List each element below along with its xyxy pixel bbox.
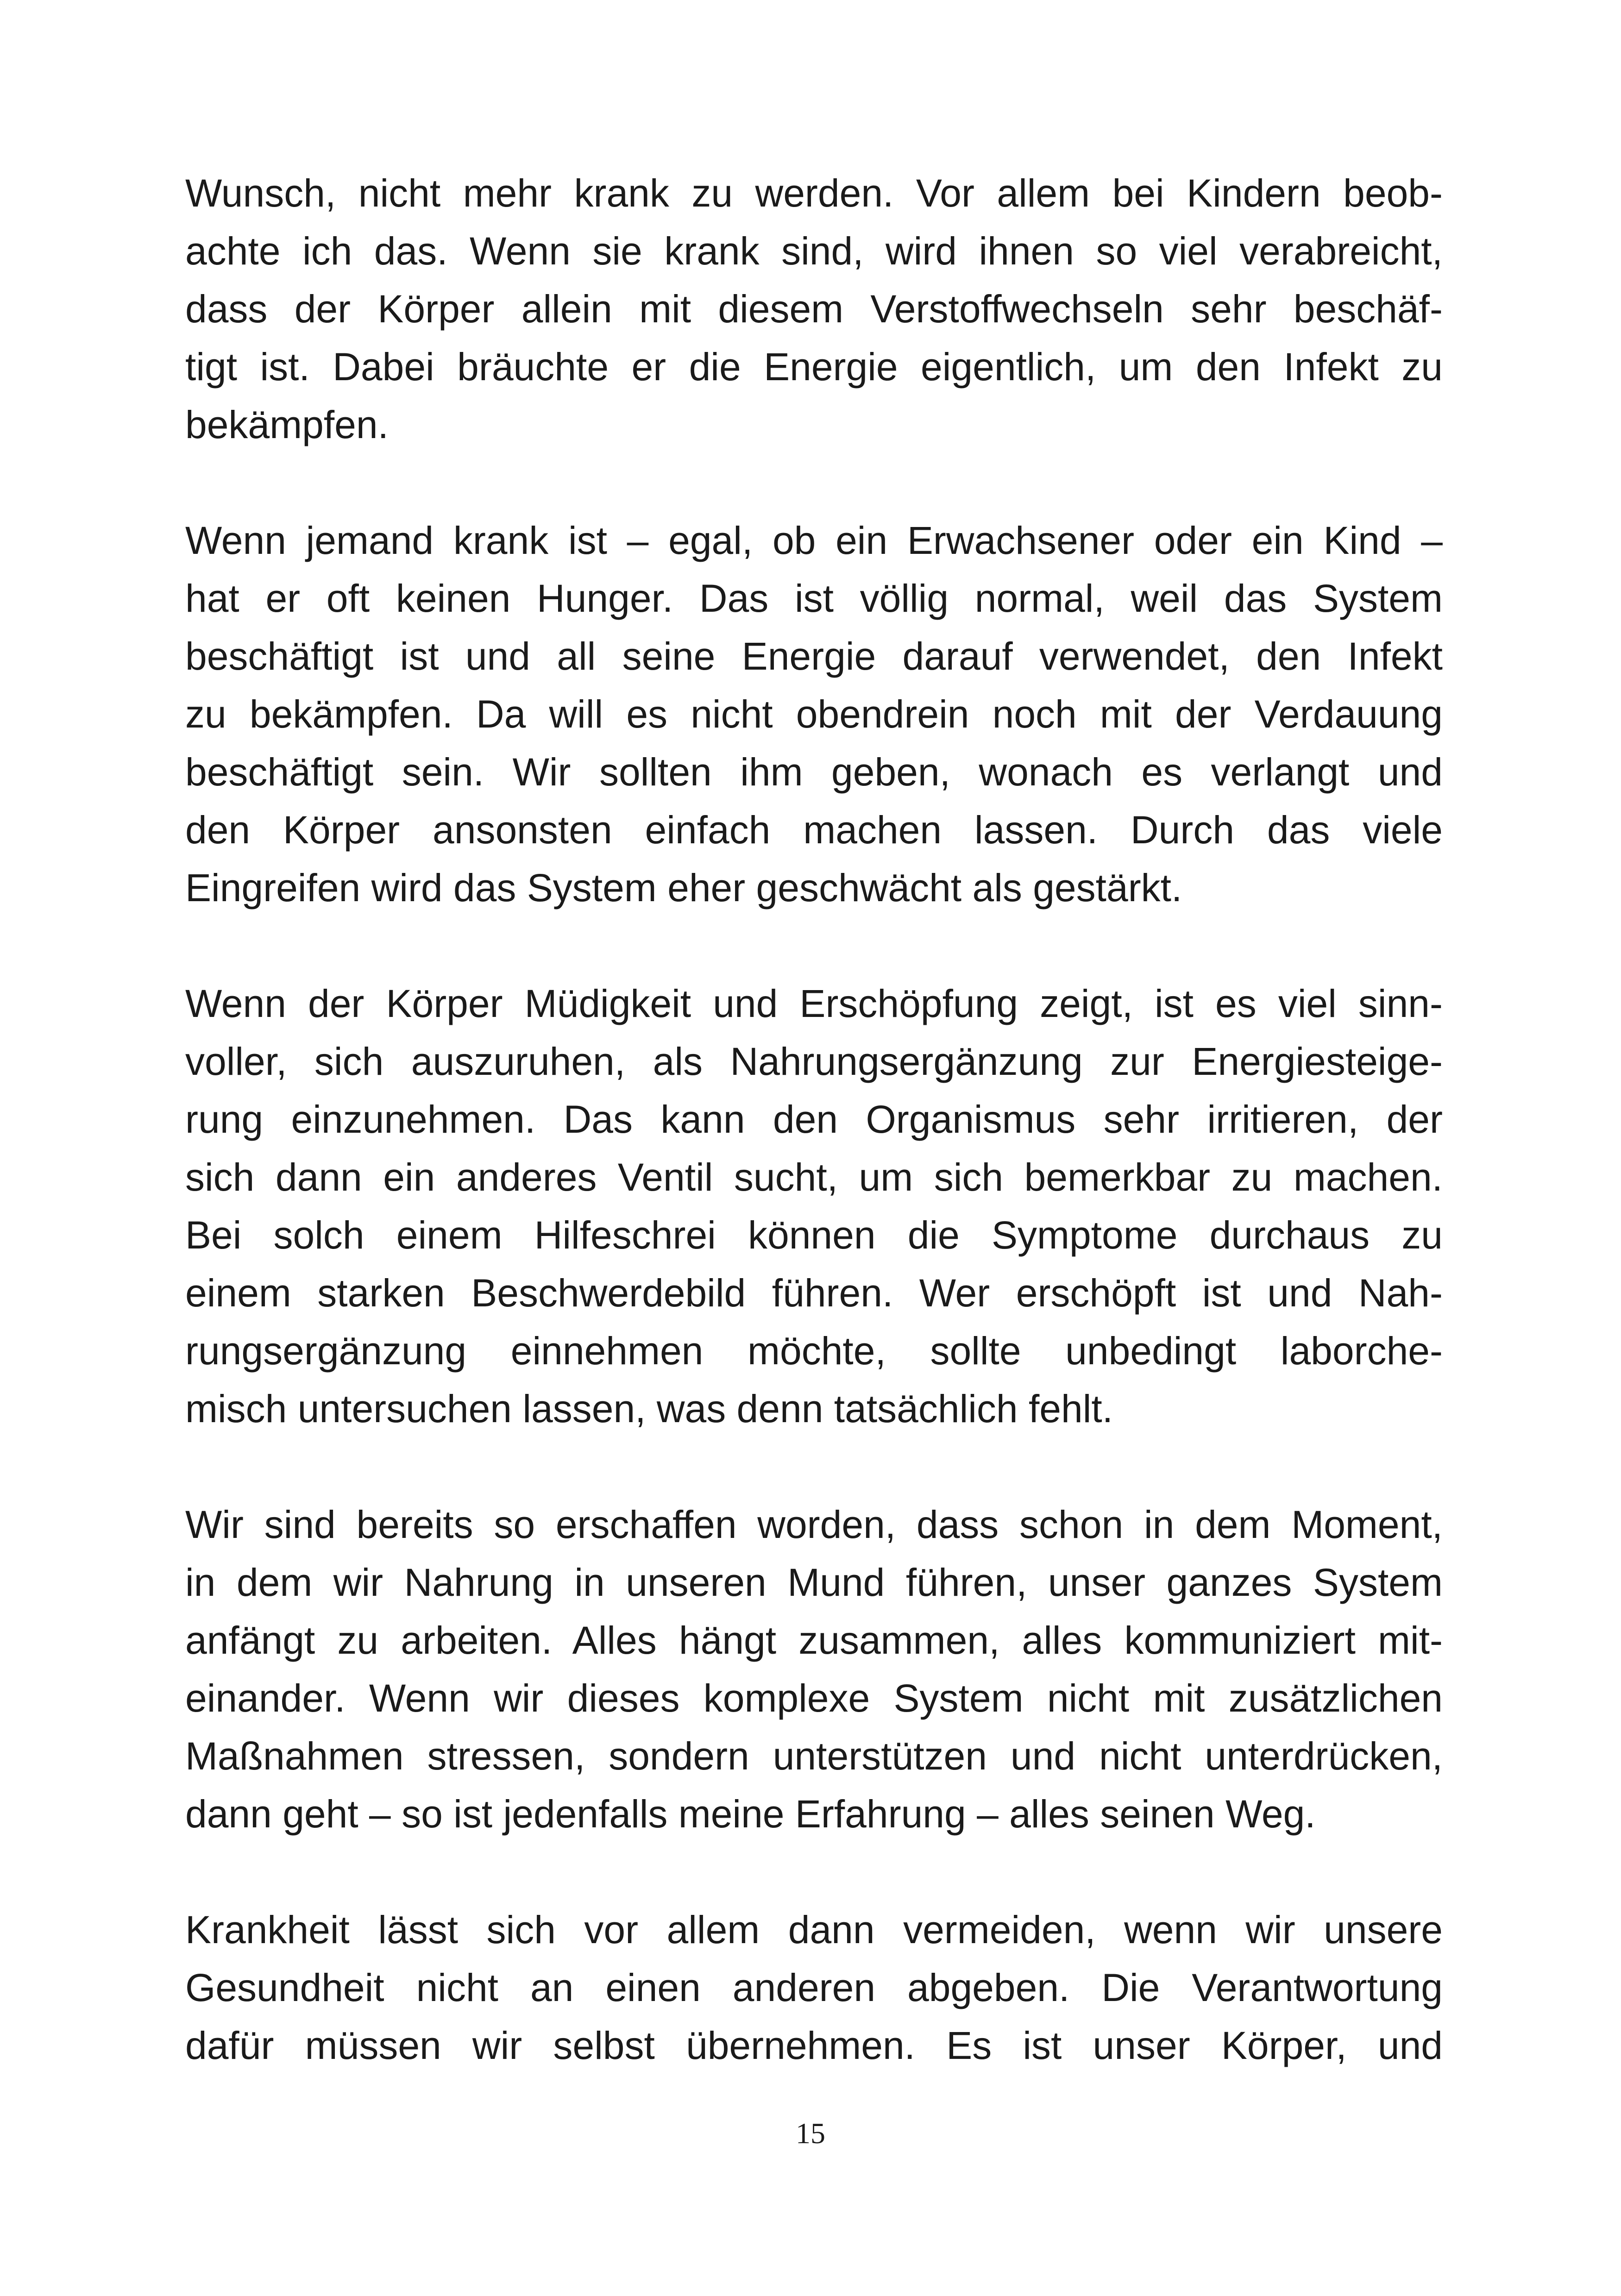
text-line: achte ich das. Wenn sie krank sind, wird ihnen so viel verabreicht, xyxy=(185,229,1443,273)
text-line: Wenn der Körper Müdigkeit und Erschöpfung zeigt, ist es viel sinn- xyxy=(185,982,1443,1025)
text-line: in dem wir Nahrung in unseren Mund führen, unser ganzes System xyxy=(185,1561,1443,1604)
text-line: hat er oft keinen Hunger. Das ist völlig normal, weil das System xyxy=(185,577,1443,620)
text-line: dann geht – so ist jedenfalls meine Erfahrung – alles seinen Weg. xyxy=(185,1792,1316,1836)
paragraph-2 xyxy=(185,512,1443,917)
text-line: den Körper ansonsten einfach machen lassen. Durch das viele xyxy=(185,808,1443,852)
text-line: zu bekämpfen. Da will es nicht obendrein noch mit der Verdauung xyxy=(185,692,1443,736)
paragraph-1 xyxy=(185,164,1443,454)
text-line: beschäftigt sein. Wir sollten ihm geben, wonach es verlangt und xyxy=(185,750,1443,794)
text-line: Wenn jemand krank ist – egal, ob ein Erwachsener oder ein Kind – xyxy=(185,519,1443,562)
text-line: rung einzunehmen. Das kann den Organismus sehr irritieren, der xyxy=(185,1098,1443,1141)
paragraph-3 xyxy=(185,975,1443,1438)
paragraph-4 xyxy=(185,1496,1443,1843)
text-line: Wir sind bereits so erschaffen worden, dass schon in dem Moment, xyxy=(185,1503,1443,1546)
text-line: misch untersuchen lassen, was denn tatsächlich fehlt. xyxy=(185,1387,1113,1430)
text-line: einem starken Beschwerdebild führen. Wer erschöpft ist und Nah- xyxy=(185,1271,1443,1315)
text-line: anfängt zu arbeiten. Alles hängt zusammen, alles kommuniziert mit- xyxy=(185,1618,1443,1662)
text-line: Eingreifen wird das System eher geschwächt als gestärkt. xyxy=(185,866,1182,910)
text-line: Gesundheit nicht an einen anderen abgeben. Die Verantwortung xyxy=(185,1966,1443,2009)
text-line: dafür müssen wir selbst übernehmen. Es ist unser Körper, und xyxy=(185,2024,1443,2067)
text-line: Wunsch, nicht mehr krank zu werden. Vor allem bei Kindern beob- xyxy=(185,171,1443,215)
text-line: sich dann ein anderes Ventil sucht, um sich bemerkbar zu machen. xyxy=(185,1155,1443,1199)
paragraph-5 xyxy=(185,1901,1443,2075)
text-line: dass der Körper allein mit diesem Verstoffwechseln sehr beschäf- xyxy=(185,287,1443,331)
text-line: einander. Wenn wir dieses komplexe System nicht mit zusätzlichen xyxy=(185,1676,1443,1720)
text-line: bekämpfen. xyxy=(185,403,389,446)
text-line: voller, sich auszuruhen, als Nahrungsergänzung zur Energiesteige- xyxy=(185,1040,1443,1083)
text-line: Bei solch einem Hilfeschrei können die Symptome durchaus zu xyxy=(185,1213,1443,1257)
body-text xyxy=(185,164,1443,2133)
text-line: beschäftigt ist und all seine Energie darauf verwendet, den Infekt xyxy=(185,634,1443,678)
page-number: 15 xyxy=(796,2117,825,2150)
text-line: Krankheit lässt sich vor allem dann vermeiden, wenn wir unsere xyxy=(185,1908,1443,1951)
text-line: rungsergänzung einnehmen möchte, sollte unbedingt laborche- xyxy=(185,1329,1443,1373)
text-line: Maßnahmen stressen, sondern unterstützen und nicht unterdrücken, xyxy=(185,1734,1443,1778)
text-line: tigt ist. Dabei bräuchte er die Energie eigentlich, um den Infekt zu xyxy=(185,345,1443,389)
